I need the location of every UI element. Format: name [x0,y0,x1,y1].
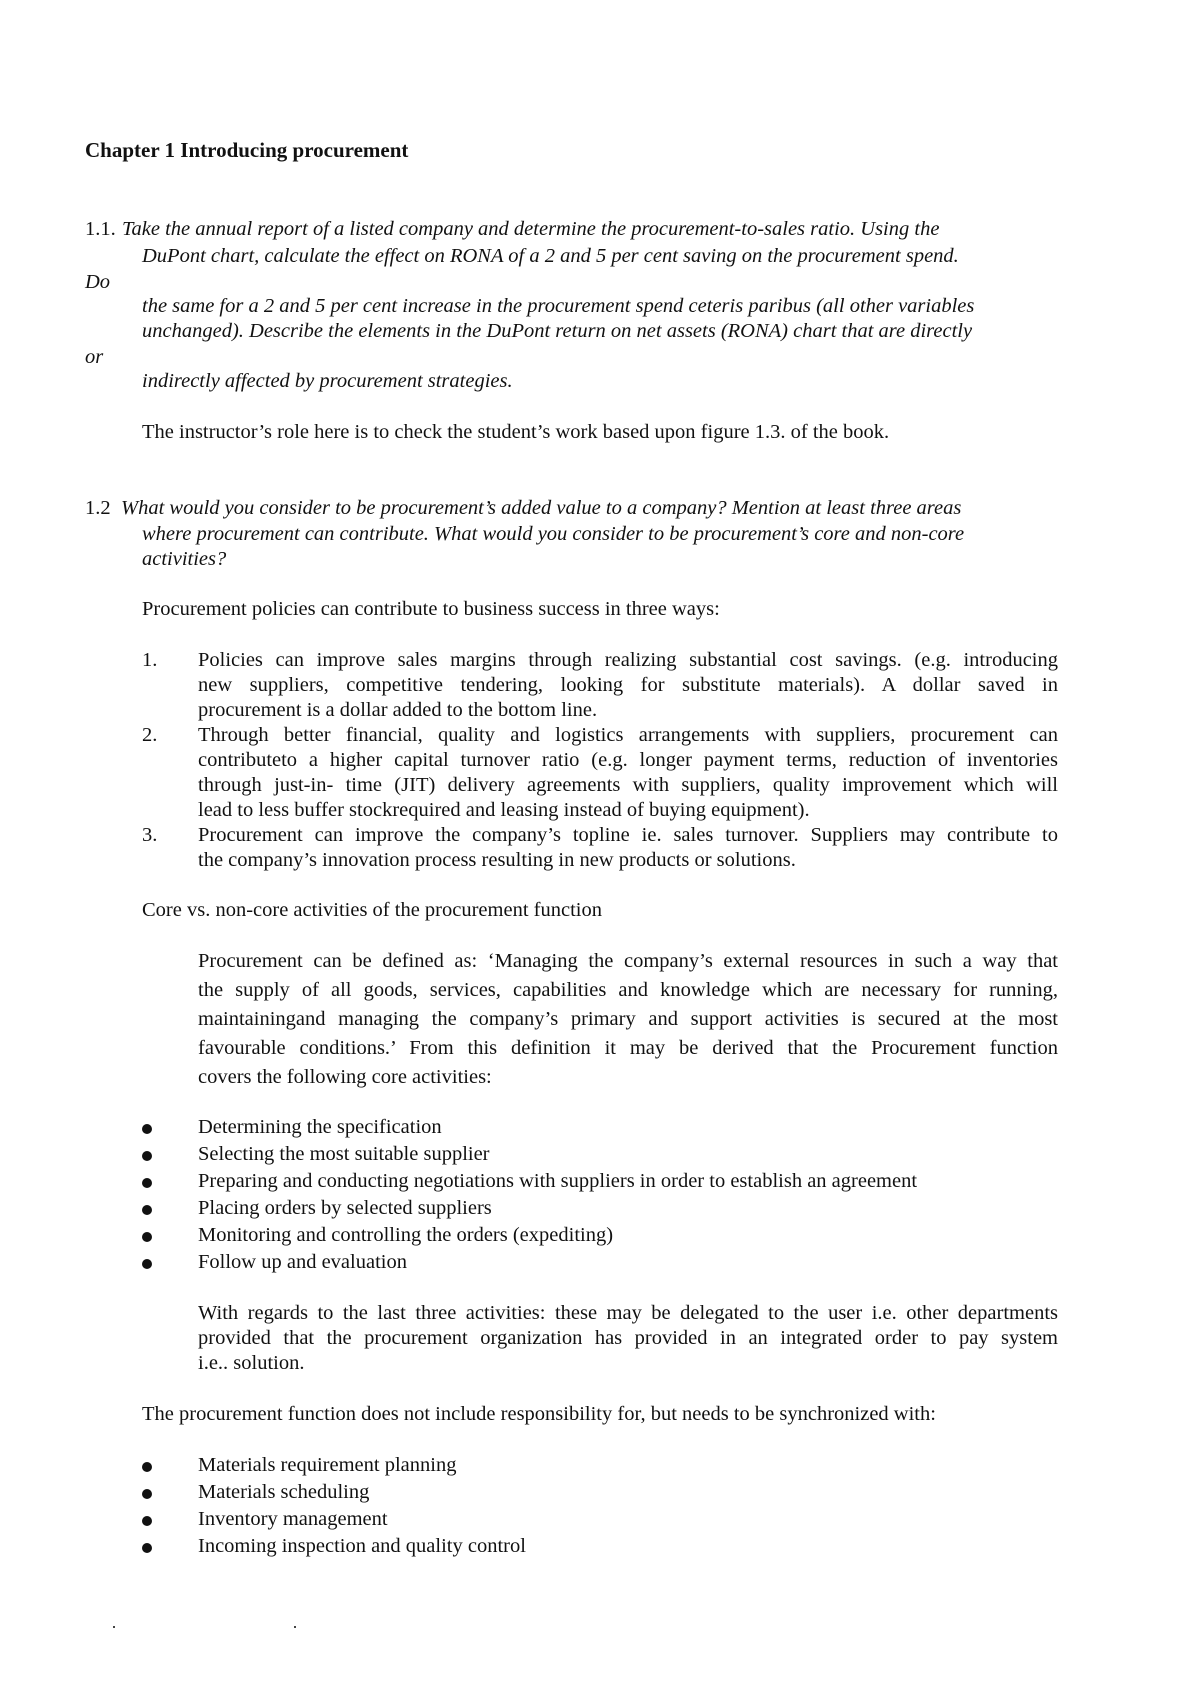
core-activity-item: Selecting the most suitable supplier [198,1143,490,1165]
bullet-icon [142,1259,152,1269]
question-1-1-answer: The instructor’s role here is to check the student’s work based upon figure 1.3. of the book. [142,421,890,443]
bullet-icon [142,1232,152,1242]
definition-line: maintainingand managing the company’s primary and support activities is secured at the most [198,1008,1058,1030]
numbered-item-number: 3. [142,824,158,846]
core-activity-item: Placing orders by selected suppliers [198,1197,492,1219]
bullet-icon [142,1489,152,1499]
question-1-1-line: the same for a 2 and 5 per cent increase in the procurement spend ceteris paribus (all other variables [142,295,975,317]
bullet-icon [142,1205,152,1215]
sync-heading: The procurement function does not include responsibility for, but needs to be synchronized with: [142,1403,936,1425]
bullet-icon [142,1178,152,1188]
delegation-line: provided that the procurement organization has provided in an integrated order to pay system [198,1327,1058,1349]
numbered-item-line: the company’s innovation process resulting in new products or solutions. [198,849,796,871]
chapter-title: Chapter 1 Introducing procurement [85,138,409,162]
numbered-item-line: through just-in- time (JIT) delivery agreements with suppliers, quality improvement which will [198,774,1058,796]
footer-dot [113,1626,115,1628]
question-1-2-intro: Procurement policies can contribute to business success in three ways: [142,598,720,620]
question-1-2-line: where procurement can contribute. What would you consider to be procurement’s core and non-core [142,523,965,545]
core-heading: Core vs. non-core activities of the procurement function [142,899,602,921]
sync-item: Inventory management [198,1508,388,1530]
bullet-icon [142,1516,152,1526]
sync-item: Materials requirement planning [198,1454,457,1476]
definition-line: covers the following core activities: [198,1066,492,1088]
question-1-1-line: unchanged). Describe the elements in the DuPont return on net assets (RONA) chart that are directly [142,320,973,342]
question-1-2-line: activities? [142,548,227,570]
core-activity-item: Follow up and evaluation [198,1251,407,1273]
bullet-icon [142,1124,152,1134]
question-1-1-line: Take the annual report of a listed company and determine the procurement-to-sales ratio. Using the [122,218,940,240]
footer-dot [294,1626,296,1628]
question-1-1-line: or [85,346,104,368]
sync-item: Incoming inspection and quality control [198,1535,526,1557]
core-activity-item: Determining the specification [198,1116,442,1138]
question-1-1-number: 1.1. [85,218,116,240]
question-1-2-number: 1.2 [85,497,111,519]
question-1-1-line: DuPont chart, calculate the effect on RONA of a 2 and 5 per cent saving on the procurement spend. [142,245,959,267]
numbered-item-number: 2. [142,724,158,746]
numbered-item-line: new suppliers, competitive tendering, looking for substitute materials). A dollar saved in [198,674,1058,696]
core-activity-item: Preparing and conducting negotiations with suppliers in order to establish an agreement [198,1170,918,1192]
definition-line: favourable conditions.’ From this definition it may be derived that the Procurement function [198,1037,1058,1059]
numbered-item-line: Procurement can improve the company’s topline ie. sales turnover. Suppliers may contribute to [198,824,1058,846]
definition-line: Procurement can be defined as: ‘Managing the company’s external resources in such a way that [198,950,1058,972]
delegation-line: i.e.. solution. [198,1352,305,1374]
core-activity-item: Monitoring and controlling the orders (expediting) [198,1224,614,1246]
bullet-icon [142,1543,152,1553]
numbered-item-line: Through better financial, quality and logistics arrangements with suppliers, procurement can [198,724,1058,746]
numbered-item-line: lead to less buffer stockrequired and leasing instead of buying equipment). [198,799,810,821]
delegation-line: With regards to the last three activities: these may be delegated to the user i.e. other departments [198,1302,1058,1324]
bullet-icon [142,1462,152,1472]
numbered-item-number: 1. [142,649,158,671]
question-1-2-line: What would you consider to be procurement’s added value to a company? Mention at least three areas [121,497,962,519]
question-1-1-line: indirectly affected by procurement strategies. [142,370,513,392]
numbered-item-line: Policies can improve sales margins through realizing substantial cost savings. (e.g. introducing [198,649,1058,671]
definition-line: the supply of all goods, services, capabilities and knowledge which are necessary for running, [198,979,1058,1001]
numbered-item-line: contributeto a higher capital turnover ratio (e.g. longer payment terms, reduction of inventories [198,749,1058,771]
question-1-1-line: Do [85,271,111,293]
bullet-icon [142,1151,152,1161]
numbered-item-line: procurement is a dollar added to the bottom line. [198,699,598,721]
sync-item: Materials scheduling [198,1481,370,1503]
